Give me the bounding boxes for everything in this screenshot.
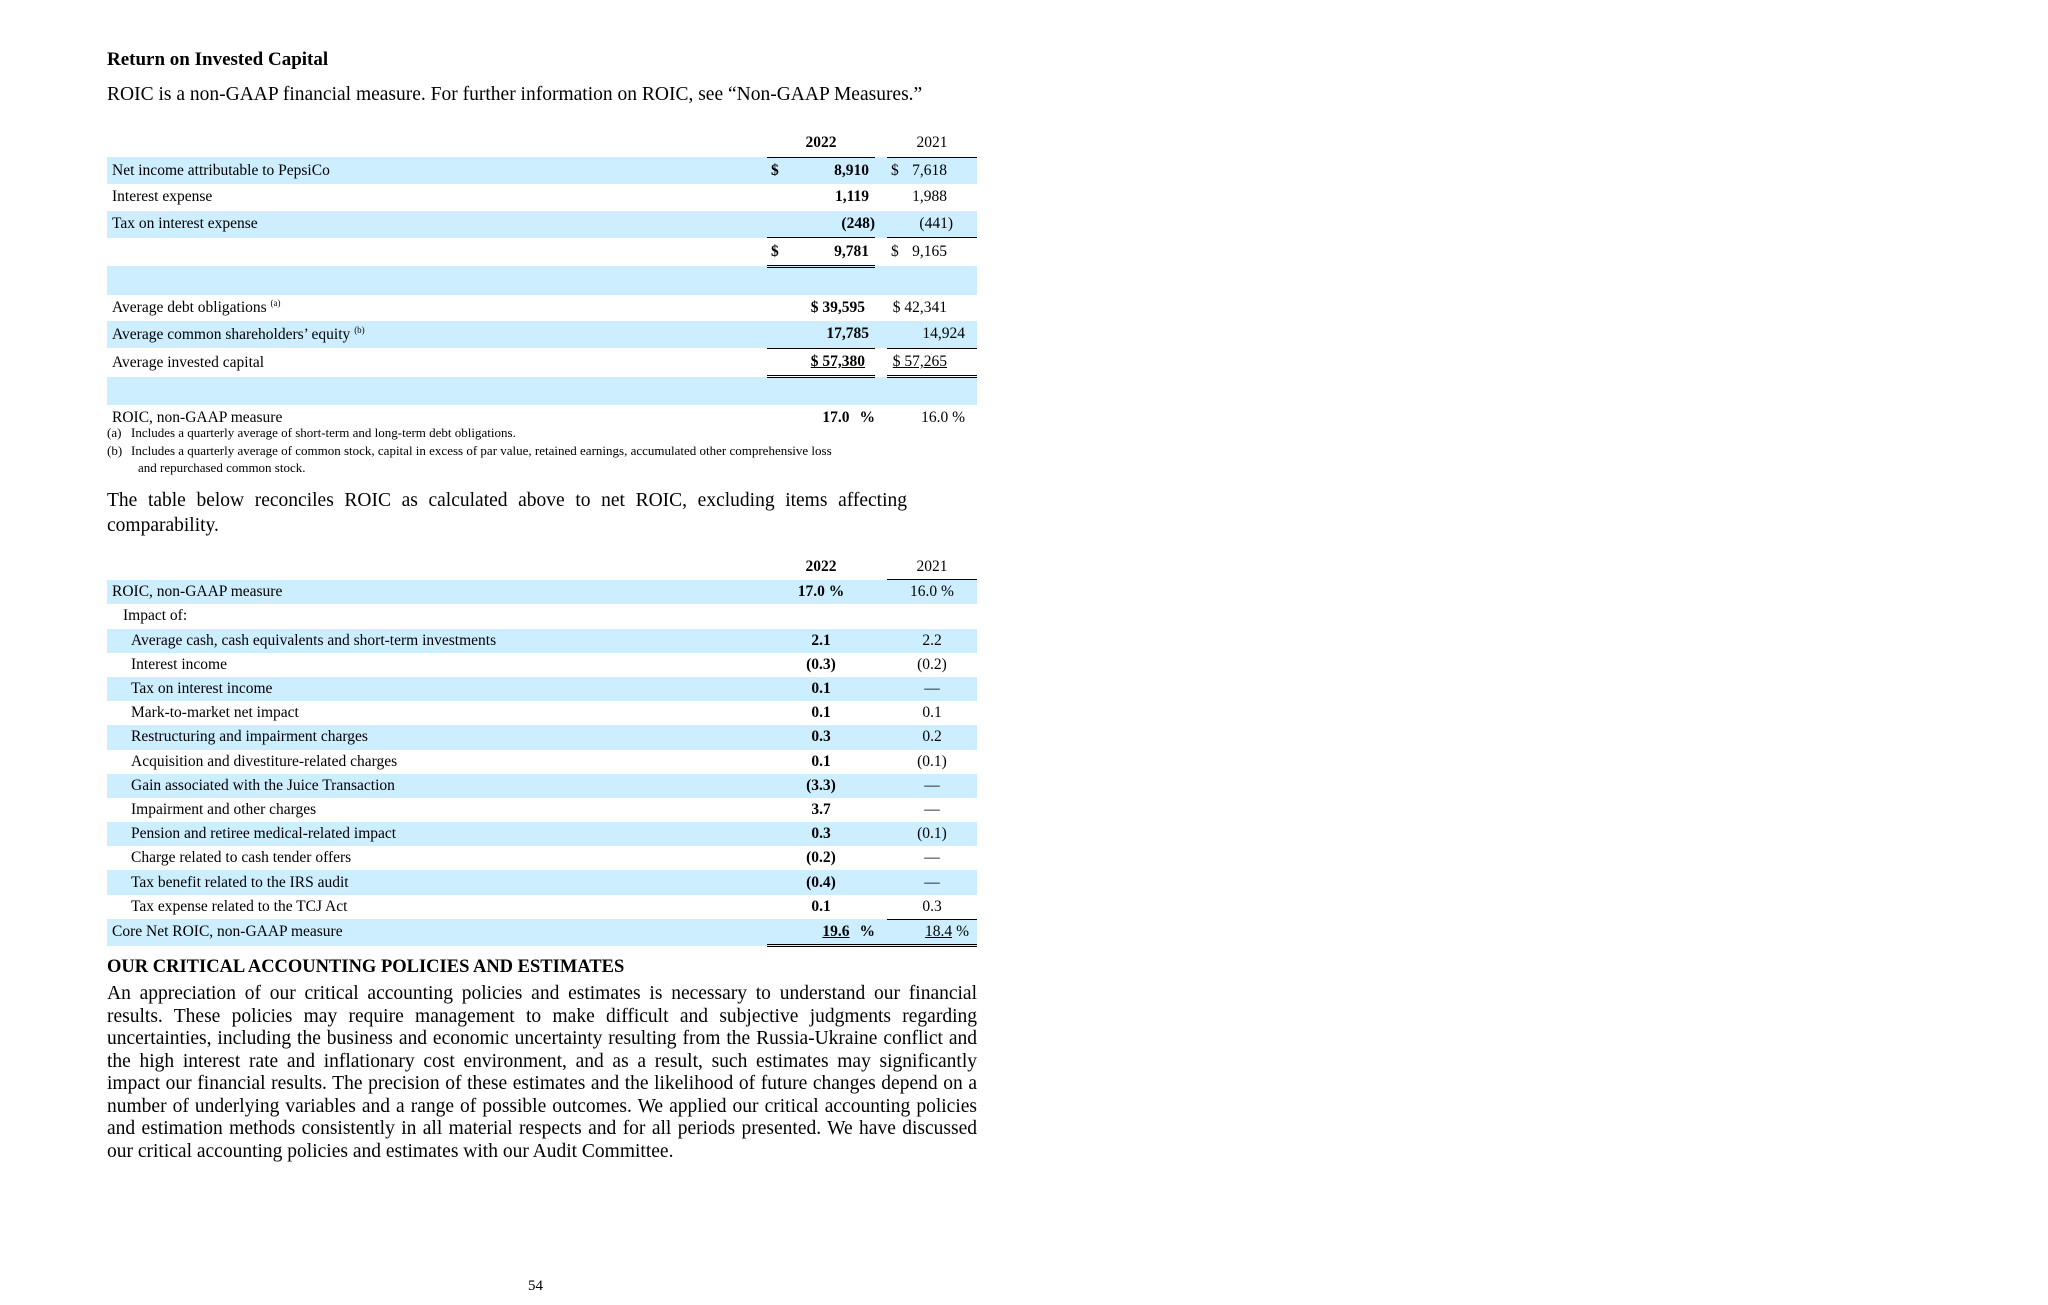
row-label: Tax expense related to the TCJ Act <box>131 897 348 915</box>
dollar-sign: $ <box>891 161 899 179</box>
dollar-sign: $ <box>771 161 779 179</box>
value-2021: 2.2 <box>887 629 977 653</box>
value-2021: — <box>887 870 977 894</box>
value-2021: $ 57,265 <box>887 348 977 377</box>
table-row <box>107 725 977 749</box>
row-label: Average common shareholders’ equity $^{(b)}$ <box>107 321 767 348</box>
value-2021: (0.1) <box>917 752 947 770</box>
roic-table <box>107 130 977 432</box>
value-2021: 16.0 % <box>887 580 977 605</box>
footnote-ref-a: (a) <box>270 298 281 309</box>
row-label: Tax benefit related to the IRS audit <box>107 870 767 894</box>
value-2022: 17,785 <box>767 321 875 348</box>
table-row <box>107 798 977 822</box>
value-2022: 0.1 <box>811 704 831 722</box>
table-row-spacer <box>107 377 977 405</box>
row-label: Tax on interest income <box>107 677 767 701</box>
table-row <box>107 822 977 846</box>
row-label: Charge related to cash tender offers <box>131 849 352 867</box>
row-label: Interest expense <box>112 188 213 206</box>
table-row <box>107 295 977 322</box>
value-2022: 17.0 % <box>767 580 875 605</box>
row-label: ROIC, non-GAAP measure <box>112 409 283 427</box>
value-2022: 0.1 <box>767 677 875 701</box>
col-header-2022: 2022 <box>767 130 875 157</box>
percent-sign: % <box>859 409 875 427</box>
table-row <box>107 211 977 238</box>
col-header-2021: 2021 <box>887 130 977 157</box>
value-2021: (441) <box>887 211 977 238</box>
section-body: An appreciation of our critical accounting policies and estimates is necessary to understand our financial results. These policies may require management to make difficult and subjective judgments regarding uncertainties, including the business and economic uncertainty resulting from the Russia-Ukraine conflict and the high interest rate and inflationary cost environment, and as a result, such estimates may significantly impact our financial results. The precision of these estimates and the likelihood of future changes depend on a number of underlying variables and a range of possible outcomes. We applied our critical accounting policies and estimation methods consistently in all material respects and for all periods presented. We have discussed our critical accounting policies and estimates with our Audit Committee. <box>107 983 977 1162</box>
col-header-2022: 2022 <box>805 558 837 576</box>
value-2021: 0.3 <box>887 895 977 920</box>
table-row <box>107 774 977 798</box>
table-row <box>107 870 977 894</box>
table-row <box>107 629 977 653</box>
value-2021: 18.4 % <box>887 919 977 945</box>
value-2022: $ 8,910 <box>767 157 875 184</box>
dollar-sign: $ <box>891 243 899 261</box>
value-2022: 0.1 <box>811 752 831 770</box>
row-label: Average invested capital <box>112 353 265 371</box>
value-2021: 0.2 <box>887 725 977 749</box>
row-label: Acquisition and divestiture-related charges <box>131 752 398 770</box>
table-row <box>107 653 977 677</box>
row-label: Pension and retiree medical-related impact <box>107 822 767 846</box>
value-2022: 1,119 <box>834 188 869 206</box>
value-2021: 14,924 <box>887 321 977 348</box>
table-row <box>107 604 977 628</box>
value-2021: — <box>887 774 977 798</box>
footnote-ref-b: (b) <box>354 325 365 336</box>
table-row <box>107 701 977 725</box>
core-roic-table <box>107 555 977 947</box>
table-row <box>107 157 977 184</box>
row-label: Impact of: <box>123 607 188 625</box>
row-label <box>107 238 767 267</box>
footnote-b-continued: and repurchased common stock. <box>138 460 306 475</box>
table-row-spacer <box>107 266 977 294</box>
row-label: Average debt obligations $^{(a)}$ <box>112 298 281 317</box>
footnotes <box>107 424 832 477</box>
value-2022: $ 39,595 <box>810 298 865 316</box>
value-2022: 0.3 <box>767 725 875 749</box>
percent-sign: % <box>956 922 969 940</box>
value-2022: 19.6 % <box>767 919 875 945</box>
value-2021: 16.0 % <box>921 409 965 427</box>
row-label: Tax on interest expense <box>107 211 767 238</box>
value-2022: (0.2) <box>806 849 836 867</box>
row-label: Core Net ROIC, non-GAAP measure <box>107 919 767 945</box>
value-2021: (0.2) <box>917 655 947 673</box>
value-2021: 0.1 <box>922 704 942 722</box>
dollar-sign: $ <box>771 242 779 260</box>
percent-sign: % <box>859 922 875 940</box>
col-header-2021: 2021 <box>887 555 977 580</box>
value-2021: — <box>924 800 940 818</box>
table-row <box>107 348 977 377</box>
table-row <box>107 677 977 701</box>
value-2022: (0.4) <box>767 870 875 894</box>
section-heading: Return on Invested Capital <box>107 49 329 70</box>
value-2022: 3.7 <box>811 800 831 818</box>
table-row <box>107 750 977 774</box>
value-2022: 0.3 <box>767 822 875 846</box>
row-label: Gain associated with the Juice Transaction <box>107 774 767 798</box>
value-2022: $ 9,781 <box>767 238 875 267</box>
footnote-a: (a) Includes a quarterly average of short-term and long-term debt obligations. <box>107 425 516 440</box>
section-title: OUR CRITICAL ACCOUNTING POLICIES AND ESTIMATES <box>107 957 625 977</box>
value-2021: $ 7,618 <box>887 157 977 184</box>
row-label: Interest income <box>131 655 227 673</box>
table-row <box>107 184 977 211</box>
page-number: 54 <box>528 1278 543 1294</box>
table-row <box>107 321 977 348</box>
value-2021: $ 42,341 <box>892 298 947 316</box>
value-2022: (0.3) <box>806 655 836 673</box>
row-label: Average cash, cash equivalents and short-term investments <box>107 629 767 653</box>
value-2022: 0.1 <box>811 897 831 915</box>
table-row-total <box>107 919 977 945</box>
reconcile-paragraph: The table below reconciles ROIC as calculated above to net ROIC, excluding items affecting comparability. <box>107 490 907 536</box>
table-row-subtotal <box>107 238 977 267</box>
table-header-row <box>107 130 977 157</box>
value-2021: (0.1) <box>887 822 977 846</box>
table-header-row <box>107 555 977 580</box>
intro-text: ROIC is a non-GAAP financial measure. For further information on ROIC, see “Non-GAAP Measures.” <box>107 84 923 105</box>
value-2021: — <box>887 677 977 701</box>
row-label: Impairment and other charges <box>131 800 317 818</box>
row-label: Restructuring and impairment charges <box>107 725 767 749</box>
value-2022: (248) <box>767 211 875 238</box>
footnote-b: (b) Includes a quarterly average of common stock, capital in excess of par value, retained earnings, accumulated other comprehensive loss <box>107 442 832 458</box>
row-label: ROIC, non-GAAP measure <box>107 580 767 605</box>
value-2021: — <box>924 849 940 867</box>
value-2022: (3.3) <box>767 774 875 798</box>
value-2022: 2.1 <box>767 629 875 653</box>
value-2022: $ 57,380 <box>767 348 875 377</box>
table-row <box>107 895 977 920</box>
value-2021: 1,988 <box>912 188 947 206</box>
row-label: Mark-to-market net impact <box>131 704 299 722</box>
value-2021: $ 9,165 <box>887 238 977 267</box>
value-2022: 17.0 % <box>822 409 875 427</box>
table-row <box>107 846 977 870</box>
table-row <box>107 580 977 605</box>
row-label: Net income attributable to PepsiCo <box>107 157 767 184</box>
